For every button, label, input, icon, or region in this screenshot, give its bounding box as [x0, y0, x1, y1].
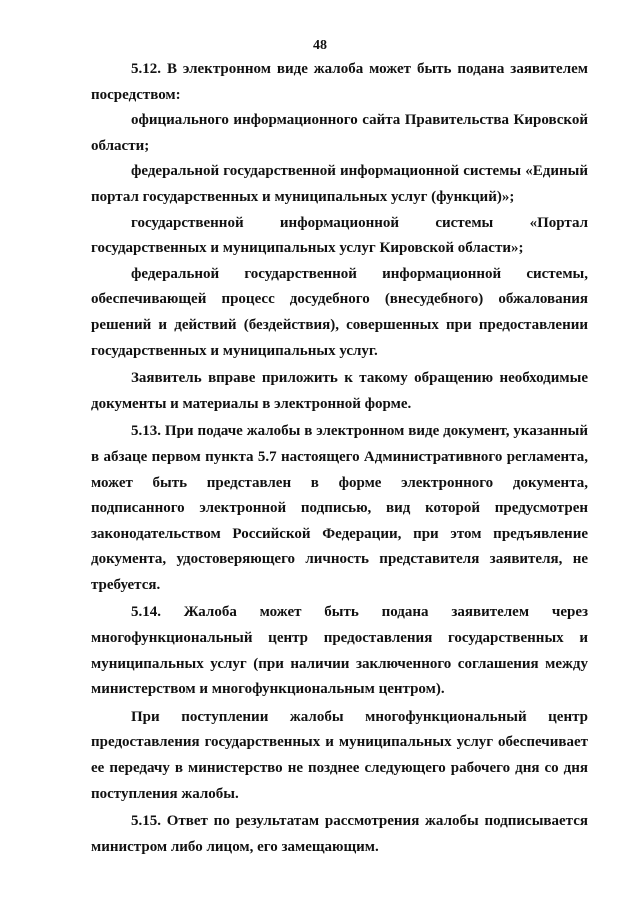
paragraph-appeal-system: федеральной государственной информационной системы, обеспечивающей процесс досудебного (внесудебного) обжалования решений и действий (бездействия), совершенных при предоставлении государственных и муниципальных услуг.: [91, 265, 588, 359]
paragraph-attachments: Заявитель вправе приложить к такому обращению необходимые документы и материалы в электронной форме.: [91, 370, 588, 412]
page-number: 48: [313, 38, 327, 53]
paragraph-regional-portal: государственной информационной системы «Портал государственных и муниципальных услуг Кировской области»;: [91, 214, 588, 257]
document-body: [91, 57, 588, 860]
paragraph-5-12: 5.12. В электронном виде жалоба может быть подана заявителем посредством:: [91, 61, 588, 103]
paragraph-5-15: 5.15. Ответ по результатам рассмотрения жалобы подписывается министром либо лицом, его замещающим.: [91, 813, 588, 855]
paragraph-5-13: 5.13. При подаче жалобы в электронном виде документ, указанный в абзаце первом пункта 5.7 настоящего Административного регламента, может быть представлен в форме электронного документа, подписанного электронной подписью, вид которой предусмотрен законодательством Российской Федерации, при этом предъявление документа, удостоверяющего личность представителя заявителя, не требуется.: [91, 423, 588, 593]
paragraph-official-site: официального информационного сайта Правительства Кировской области;: [91, 112, 588, 154]
paragraph-mfc-transfer: При поступлении жалобы многофункциональный центр предоставления государственных и муниципальных услуг обеспечивает ее передачу в министерство не позднее следующего рабочего дня со дня поступления жалобы.: [91, 708, 588, 802]
paragraph-5-14: 5.14. Жалоба может быть подана заявителем через многофункциональный центр предоставления государственных и муниципальных услуг (при наличии заключенного соглашения между министерством и многофункциональным центром).: [91, 604, 588, 698]
paragraph-unified-portal: федеральной государственной информационной системы «Единый портал государственных и муниципальных услуг (функций)»;: [91, 163, 588, 205]
